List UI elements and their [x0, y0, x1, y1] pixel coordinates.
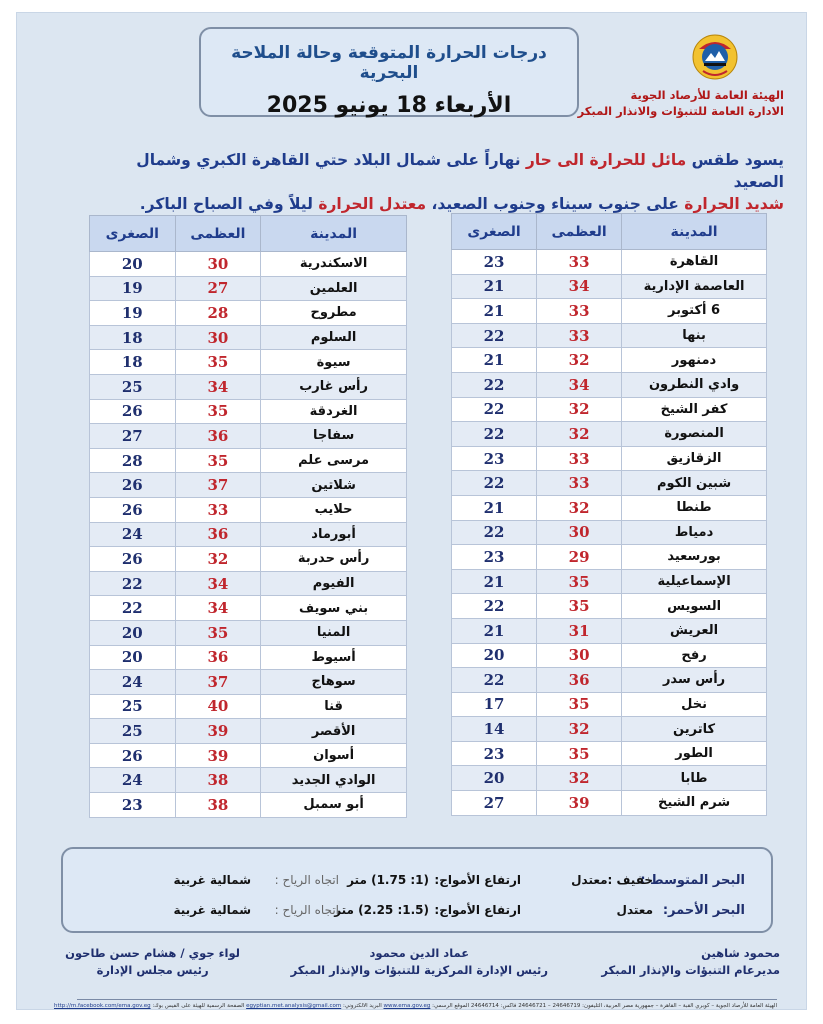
- footer-address: الهيئة العامة للأرصاد الجوية – كوبري القبة – القاهرة – جمهورية مصر العربية، التليفون: 24646719 – 24646721 فاكس: 24646714 الموقع الرسمي:: [430, 1003, 777, 1009]
- max-temp-cell: 37: [175, 670, 261, 695]
- max-temp-cell: 34: [175, 571, 261, 596]
- med-sea-name: البحر المتوسط :: [640, 873, 745, 888]
- red-wind-value: شمالية غربية: [173, 903, 251, 917]
- signature-forecast-director: [601, 945, 780, 979]
- table-row: [452, 643, 767, 668]
- max-temp-cell: 32: [537, 717, 622, 742]
- footer-email-label: البريد الالكتروني:: [341, 1003, 384, 1009]
- signature-central-director: [291, 945, 548, 979]
- city-cell: شلاتين: [261, 473, 407, 498]
- table-row: [90, 350, 407, 375]
- max-temp-cell: 29: [537, 545, 622, 570]
- min-temp-cell: 22: [90, 571, 176, 596]
- min-temp-cell: 24: [90, 768, 176, 793]
- table-row: [90, 768, 407, 793]
- ema-logo-icon: [689, 27, 741, 83]
- forecast-l1-c: نهاراً على شمال البلاد حتي القاهرة الكبري وشمال الصعيد: [136, 151, 784, 191]
- max-temp-cell: 38: [175, 768, 261, 793]
- min-column-header: الصغرى: [452, 214, 537, 250]
- min-temp-cell: 23: [452, 446, 537, 471]
- max-temp-cell: 39: [175, 719, 261, 744]
- med-wind-value: شمالية غربية: [173, 873, 251, 887]
- signature-name: محمود شاهين: [701, 946, 780, 960]
- max-temp-cell: 28: [175, 301, 261, 326]
- red-wave-label: ارتفاع الأمواج:: [434, 903, 521, 917]
- red-sea-state: معتدل: [616, 903, 653, 917]
- min-temp-cell: 26: [90, 547, 176, 572]
- footer-website-link[interactable]: www.ema.gov.eg: [383, 1003, 431, 1009]
- table-row: [90, 448, 407, 473]
- table-row: [90, 645, 407, 670]
- footer-email-link[interactable]: egyptian.met.analysis@gmail.com: [246, 1003, 342, 1009]
- city-cell: أبورماد: [261, 522, 407, 547]
- min-temp-cell: 17: [452, 692, 537, 717]
- table-row: [90, 596, 407, 621]
- org-name: [578, 87, 784, 119]
- table-row: [90, 547, 407, 572]
- max-temp-cell: 36: [537, 668, 622, 693]
- city-column-header: المدينة: [622, 214, 767, 250]
- max-temp-cell: 35: [537, 692, 622, 717]
- forecast-l1-b: مائل للحرارة الى حار: [525, 151, 687, 169]
- min-temp-cell: 20: [90, 645, 176, 670]
- city-cell: أبو سمبل: [261, 793, 407, 818]
- red-wind-label: اتجاه الرياح :: [274, 903, 339, 917]
- table-row: [452, 618, 767, 643]
- city-cell: نخل: [622, 692, 767, 717]
- table-row: [90, 325, 407, 350]
- city-cell: السويس: [622, 594, 767, 619]
- city-cell: السلوم: [261, 325, 407, 350]
- max-temp-cell: 35: [537, 741, 622, 766]
- table-row: [452, 766, 767, 791]
- sea-conditions-box: [61, 847, 773, 933]
- med-wind-label: اتجاه الرياح :: [274, 873, 339, 887]
- min-temp-cell: 24: [90, 670, 176, 695]
- table-row: [452, 545, 767, 570]
- min-temp-cell: 19: [90, 301, 176, 326]
- min-temp-cell: 22: [452, 668, 537, 693]
- city-cell: مطروح: [261, 301, 407, 326]
- max-temp-cell: 32: [175, 547, 261, 572]
- min-temp-cell: 22: [452, 594, 537, 619]
- city-cell: رأس سدر: [622, 668, 767, 693]
- max-temp-cell: 35: [175, 448, 261, 473]
- min-temp-cell: 22: [452, 397, 537, 422]
- max-temp-cell: 40: [175, 694, 261, 719]
- min-temp-cell: 26: [90, 743, 176, 768]
- city-cell: 6 أكتوبر: [622, 299, 767, 324]
- city-cell: الأقصر: [261, 719, 407, 744]
- min-temp-cell: 26: [90, 399, 176, 424]
- table-row: [452, 299, 767, 324]
- table-row: [90, 252, 407, 277]
- min-temp-cell: 28: [90, 448, 176, 473]
- max-column-header: العظمى: [537, 214, 622, 250]
- min-temp-cell: 25: [90, 374, 176, 399]
- min-temp-cell: 22: [452, 422, 537, 447]
- red-wave-value: (1.5: 2.25) متر: [334, 903, 429, 917]
- max-temp-cell: 37: [175, 473, 261, 498]
- forecast-l2-a: شديد الحرارة: [684, 195, 784, 213]
- city-cell: العريش: [622, 618, 767, 643]
- city-cell: وادي النطرون: [622, 372, 767, 397]
- table-row: [452, 594, 767, 619]
- city-cell: دمياط: [622, 520, 767, 545]
- signature-chairman: [65, 945, 240, 979]
- min-temp-cell: 21: [452, 348, 537, 373]
- table-row: [452, 717, 767, 742]
- max-temp-cell: 34: [537, 274, 622, 299]
- max-temp-cell: 34: [175, 374, 261, 399]
- page-title: درجات الحرارة المتوقعة وحالة الملاحة البحرية: [231, 43, 547, 83]
- table-row: [90, 793, 407, 818]
- city-cell: أسوان: [261, 743, 407, 768]
- max-temp-cell: 38: [175, 793, 261, 818]
- min-temp-cell: 22: [452, 520, 537, 545]
- min-temp-cell: 18: [90, 325, 176, 350]
- mediterranean-row: [63, 873, 771, 893]
- min-temp-cell: 23: [452, 545, 537, 570]
- min-temp-cell: 21: [452, 569, 537, 594]
- min-temp-cell: 20: [452, 766, 537, 791]
- table-row: [452, 520, 767, 545]
- forecast-l2-b: على جنوب سيناء وجنوب الصعيد،: [426, 195, 685, 213]
- city-cell: طنطا: [622, 495, 767, 520]
- min-temp-cell: 25: [90, 694, 176, 719]
- min-temp-cell: 22: [452, 372, 537, 397]
- min-temp-cell: 21: [452, 495, 537, 520]
- city-cell: الزقازيق: [622, 446, 767, 471]
- city-cell: الاسكندرية: [261, 252, 407, 277]
- min-temp-cell: 22: [90, 596, 176, 621]
- min-temp-cell: 20: [90, 252, 176, 277]
- table-row: [452, 692, 767, 717]
- max-temp-cell: 34: [537, 372, 622, 397]
- city-cell: الوادي الجديد: [261, 768, 407, 793]
- table-row: [452, 791, 767, 816]
- signature-title: رئيس الإدارة المركزية للتنبؤات والإنذار المبكر: [290, 963, 548, 977]
- city-cell: العلمين: [261, 276, 407, 301]
- table-row: [90, 276, 407, 301]
- max-temp-cell: 32: [537, 766, 622, 791]
- table-row: [90, 374, 407, 399]
- table-row: [90, 497, 407, 522]
- city-cell: الطور: [622, 741, 767, 766]
- city-cell: المنصورة: [622, 422, 767, 447]
- max-temp-cell: 30: [175, 252, 261, 277]
- table-row: [452, 348, 767, 373]
- min-temp-cell: 23: [90, 793, 176, 818]
- footer-divider: [77, 999, 777, 1000]
- city-cell: سوهاج: [261, 670, 407, 695]
- max-temp-cell: 35: [537, 594, 622, 619]
- table-row: [90, 620, 407, 645]
- table-row: [452, 446, 767, 471]
- min-temp-cell: 26: [90, 473, 176, 498]
- forecast-line-1: [84, 149, 784, 193]
- med-sea-state: خفيف :معتدل: [571, 873, 653, 887]
- table-row: [90, 571, 407, 596]
- city-cell: كاترين: [622, 717, 767, 742]
- signature-name: لواء جوي / هشام حسن طاحون: [65, 946, 240, 960]
- max-temp-cell: 35: [175, 620, 261, 645]
- city-cell: دمنهور: [622, 348, 767, 373]
- city-cell: كفر الشيخ: [622, 397, 767, 422]
- right-table-body: [452, 250, 767, 816]
- org-line-2: الادارة العامة للتنبؤات والانذار المبكر: [577, 104, 784, 118]
- footer-facebook-link[interactable]: http://m.facebook.com/ema.gov.eg: [53, 1003, 151, 1009]
- forecast-line-2: [84, 193, 784, 215]
- city-cell: الغردقة: [261, 399, 407, 424]
- city-cell: شرم الشيخ: [622, 791, 767, 816]
- footer-contact: [53, 1003, 777, 1009]
- min-column-header: الصغرى: [90, 216, 176, 252]
- table-row: [452, 250, 767, 275]
- table-row: [452, 495, 767, 520]
- max-temp-cell: 30: [175, 325, 261, 350]
- city-cell: رفح: [622, 643, 767, 668]
- table-row: [452, 323, 767, 348]
- table-row: [90, 301, 407, 326]
- max-temp-cell: 35: [175, 350, 261, 375]
- min-temp-cell: 21: [452, 274, 537, 299]
- table-row: [90, 694, 407, 719]
- table-row: [452, 422, 767, 447]
- max-temp-cell: 39: [537, 791, 622, 816]
- city-cell: مرسى علم: [261, 448, 407, 473]
- max-temp-cell: 33: [537, 471, 622, 496]
- table-row: [90, 743, 407, 768]
- forecast-l2-c: معتدل الحرارة: [318, 195, 427, 213]
- max-temp-cell: 30: [537, 520, 622, 545]
- table-header-row: [90, 216, 407, 252]
- right-city-table: [451, 213, 767, 816]
- max-temp-cell: 33: [537, 323, 622, 348]
- signature-name: عماد الدين محمود: [369, 946, 470, 960]
- city-cell: حلايب: [261, 497, 407, 522]
- max-temp-cell: 36: [175, 522, 261, 547]
- max-temp-cell: 32: [537, 397, 622, 422]
- max-temp-cell: 32: [537, 495, 622, 520]
- max-temp-cell: 30: [537, 643, 622, 668]
- bulletin-date: الأربعاء 18 يونيو 2025: [266, 93, 512, 118]
- signature-title: رئيس مجلس الإدارة: [96, 963, 209, 977]
- table-header-row: [452, 214, 767, 250]
- city-cell: شبين الكوم: [622, 471, 767, 496]
- max-temp-cell: 36: [175, 424, 261, 449]
- min-temp-cell: 23: [452, 250, 537, 275]
- table-row: [452, 569, 767, 594]
- max-temp-cell: 39: [175, 743, 261, 768]
- min-temp-cell: 26: [90, 497, 176, 522]
- max-temp-cell: 34: [175, 596, 261, 621]
- city-cell: القاهرة: [622, 250, 767, 275]
- table-row: [90, 399, 407, 424]
- table-row: [90, 670, 407, 695]
- table-row: [452, 274, 767, 299]
- city-cell: الإسماعيلية: [622, 569, 767, 594]
- med-wave-label: ارتفاع الأمواج:: [434, 873, 521, 887]
- left-table-body: [90, 252, 407, 818]
- footer-facebook-label: الصفحة الرسمية للهيئة على الفيس بوك:: [150, 1003, 247, 1009]
- max-temp-cell: 35: [175, 399, 261, 424]
- table-row: [90, 522, 407, 547]
- city-cell: قنا: [261, 694, 407, 719]
- city-cell: بني سويف: [261, 596, 407, 621]
- max-temp-cell: 35: [537, 569, 622, 594]
- max-temp-cell: 36: [175, 645, 261, 670]
- max-temp-cell: 33: [537, 250, 622, 275]
- max-temp-cell: 32: [537, 348, 622, 373]
- max-temp-cell: 33: [537, 299, 622, 324]
- forecast-l2-d: ليلاً وفي الصباح الباكر.: [139, 195, 319, 213]
- table-row: [452, 471, 767, 496]
- city-cell: أسيوط: [261, 645, 407, 670]
- table-row: [90, 473, 407, 498]
- min-temp-cell: 22: [452, 323, 537, 348]
- max-temp-cell: 32: [537, 422, 622, 447]
- table-row: [452, 397, 767, 422]
- med-wave-value: (1: 1.75) متر: [347, 873, 429, 887]
- bulletin-page: [16, 12, 807, 1010]
- title-box: [199, 27, 579, 117]
- forecast-l1-a: يسود طقس: [686, 151, 784, 169]
- city-cell: العاصمة الإدارية: [622, 274, 767, 299]
- max-column-header: العظمى: [175, 216, 261, 252]
- min-temp-cell: 27: [90, 424, 176, 449]
- city-cell: رأس غارب: [261, 374, 407, 399]
- min-temp-cell: 20: [90, 620, 176, 645]
- min-temp-cell: 25: [90, 719, 176, 744]
- table-row: [90, 424, 407, 449]
- city-cell: المنيا: [261, 620, 407, 645]
- max-temp-cell: 33: [537, 446, 622, 471]
- max-temp-cell: 31: [537, 618, 622, 643]
- forecast-text: [84, 149, 784, 215]
- min-temp-cell: 21: [452, 299, 537, 324]
- city-cell: طابا: [622, 766, 767, 791]
- city-column-header: المدينة: [261, 216, 407, 252]
- table-row: [452, 372, 767, 397]
- min-temp-cell: 20: [452, 643, 537, 668]
- city-cell: بورسعيد: [622, 545, 767, 570]
- min-temp-cell: 22: [452, 471, 537, 496]
- table-row: [452, 668, 767, 693]
- city-cell: الفيوم: [261, 571, 407, 596]
- min-temp-cell: 24: [90, 522, 176, 547]
- left-city-table: [89, 215, 407, 818]
- city-cell: سفاجا: [261, 424, 407, 449]
- min-temp-cell: 19: [90, 276, 176, 301]
- red-sea-row: [63, 903, 771, 923]
- min-temp-cell: 21: [452, 618, 537, 643]
- min-temp-cell: 27: [452, 791, 537, 816]
- city-cell: بنها: [622, 323, 767, 348]
- max-temp-cell: 27: [175, 276, 261, 301]
- table-row: [90, 719, 407, 744]
- signature-title: مديرعام التنبؤات والإنذار المبكر: [601, 963, 780, 977]
- city-cell: سيوة: [261, 350, 407, 375]
- min-temp-cell: 18: [90, 350, 176, 375]
- min-temp-cell: 23: [452, 741, 537, 766]
- org-line-1: الهيئة العامة للأرصاد الجوية: [630, 88, 784, 102]
- max-temp-cell: 33: [175, 497, 261, 522]
- table-row: [452, 741, 767, 766]
- red-sea-name: البحر الأحمر:: [662, 903, 745, 918]
- min-temp-cell: 14: [452, 717, 537, 742]
- city-cell: رأس حدربة: [261, 547, 407, 572]
